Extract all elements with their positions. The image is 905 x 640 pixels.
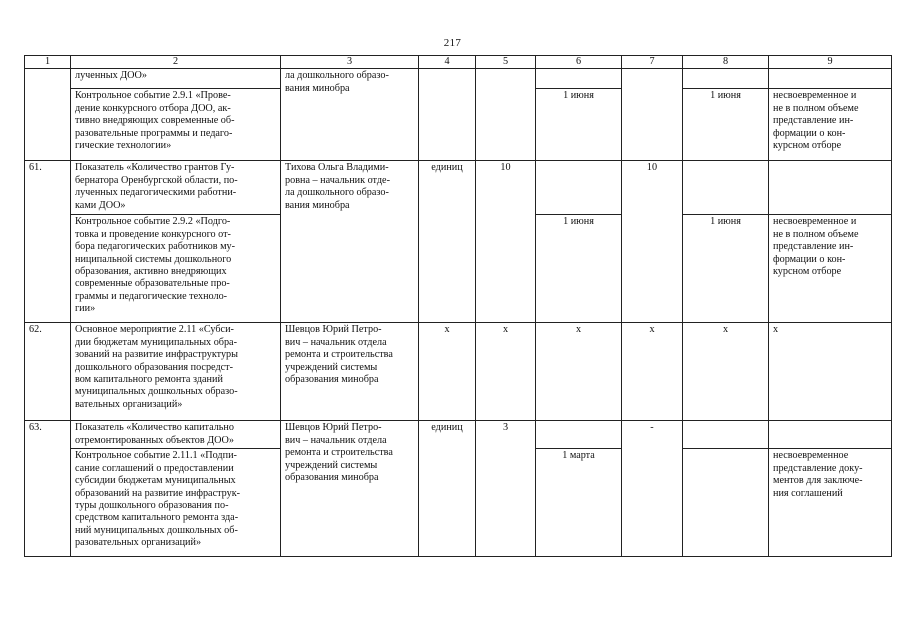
column-number: 8 (683, 56, 769, 69)
control-event-name: Контрольное событие 2.11.1 «Подпи- сание соглашений о предоставлении субсидии бюджетам муниципальных образований на развитие инфраструк- туры дошкольного образования по- средством капитального ремонта зда- ний муниципальных дошкольных об- разовательных организаций» (71, 449, 281, 557)
cross-mark: х (769, 323, 892, 421)
report-table (24, 55, 892, 557)
indicator-name: лученных ДОО» (71, 69, 281, 89)
cross-mark: х (419, 323, 476, 421)
cell (769, 69, 892, 89)
fact-value (622, 69, 683, 161)
table-row (25, 161, 892, 215)
column-number: 3 (281, 56, 419, 69)
column-number: 4 (419, 56, 476, 69)
plan-value: 3 (476, 421, 536, 557)
deviation-reason: несвоевременное и не в полном объеме представление ин- формации о кон- курсном отборе (769, 215, 892, 323)
cross-mark: х (683, 323, 769, 421)
responsible: Тихова Ольга Владими- ровна – начальник отде- ла дошкольного образо- вания минобра (281, 161, 419, 323)
cell (536, 161, 622, 215)
responsible: Шевцов Юрий Петро- вич – начальник отдела ремонта и строительства учреждений системы образования минобра (281, 323, 419, 421)
unit-cell: единиц (419, 421, 476, 557)
column-number-row (25, 56, 892, 69)
plan-value: 10 (476, 161, 536, 323)
unit-cell: единиц (419, 161, 476, 323)
fact-value: - (622, 421, 683, 557)
fact-date: 1 июня (683, 89, 769, 161)
fact-date (683, 449, 769, 557)
indicator-name: Показатель «Количество грантов Гу- бернатора Оренбургской области, по- лученных педагогическими работни- ками ДОО» (71, 161, 281, 215)
cell (683, 421, 769, 449)
unit-cell (419, 69, 476, 161)
column-number: 6 (536, 56, 622, 69)
column-number: 9 (769, 56, 892, 69)
row-number (25, 69, 71, 161)
cell (536, 421, 622, 449)
table-row (25, 323, 892, 421)
deviation-reason: несвоевременное и не в полном объеме представление ин- формации о кон- курсном отборе (769, 89, 892, 161)
control-event-name: Контрольное событие 2.9.2 «Подго- товка и проведение конкурсного от- бора педагогических работников му- ниципальной системы дошкольного образования, активно внедряющих современные образовательные про- граммы и педагогические техноло- гии» (71, 215, 281, 323)
cross-mark: х (622, 323, 683, 421)
fact-date: 1 июня (683, 215, 769, 323)
table-row (25, 69, 892, 89)
cell (769, 161, 892, 215)
responsible: Шевцов Юрий Петро- вич – начальник отдела ремонта и строительства учреждений системы образования минобра (281, 421, 419, 557)
responsible: ла дошкольного образо- вания минобра (281, 69, 419, 161)
page-number: 217 (443, 37, 462, 49)
indicator-name: Показатель «Количество капитально отремонтированных объектов ДОО» (71, 421, 281, 449)
row-number: 61. (25, 161, 71, 323)
row-number: 63. (25, 421, 71, 557)
cell (769, 421, 892, 449)
activity-name: Основное мероприятие 2.11 «Субси- дии бюджетам муниципальных обра- зований на развитие инфраструктуры дошкольного образования посредст- вом капитального ремонта зданий муниципальных дошкольных образо- вательных организаций» (71, 323, 281, 421)
control-event-name: Контрольное событие 2.9.1 «Прове- дение конкурсного отбора ДОО, ак- тивно внедряющих современные об- разовательные программы и педаго- гические технологии» (71, 89, 281, 161)
cross-mark: х (536, 323, 622, 421)
deviation-reason: несвоевременное представление доку- ментов для заключе- ния соглашений (769, 449, 892, 557)
plan-date: 1 июня (536, 89, 622, 161)
cell (683, 161, 769, 215)
column-number: 2 (71, 56, 281, 69)
cross-mark: х (476, 323, 536, 421)
fact-value: 10 (622, 161, 683, 323)
table-row (25, 421, 892, 449)
column-number: 5 (476, 56, 536, 69)
cell (683, 69, 769, 89)
plan-date: 1 июня (536, 215, 622, 323)
column-number: 7 (622, 56, 683, 69)
plan-value (476, 69, 536, 161)
column-number: 1 (25, 56, 71, 69)
row-number: 62. (25, 323, 71, 421)
plan-date: 1 марта (536, 449, 622, 557)
cell (536, 69, 622, 89)
